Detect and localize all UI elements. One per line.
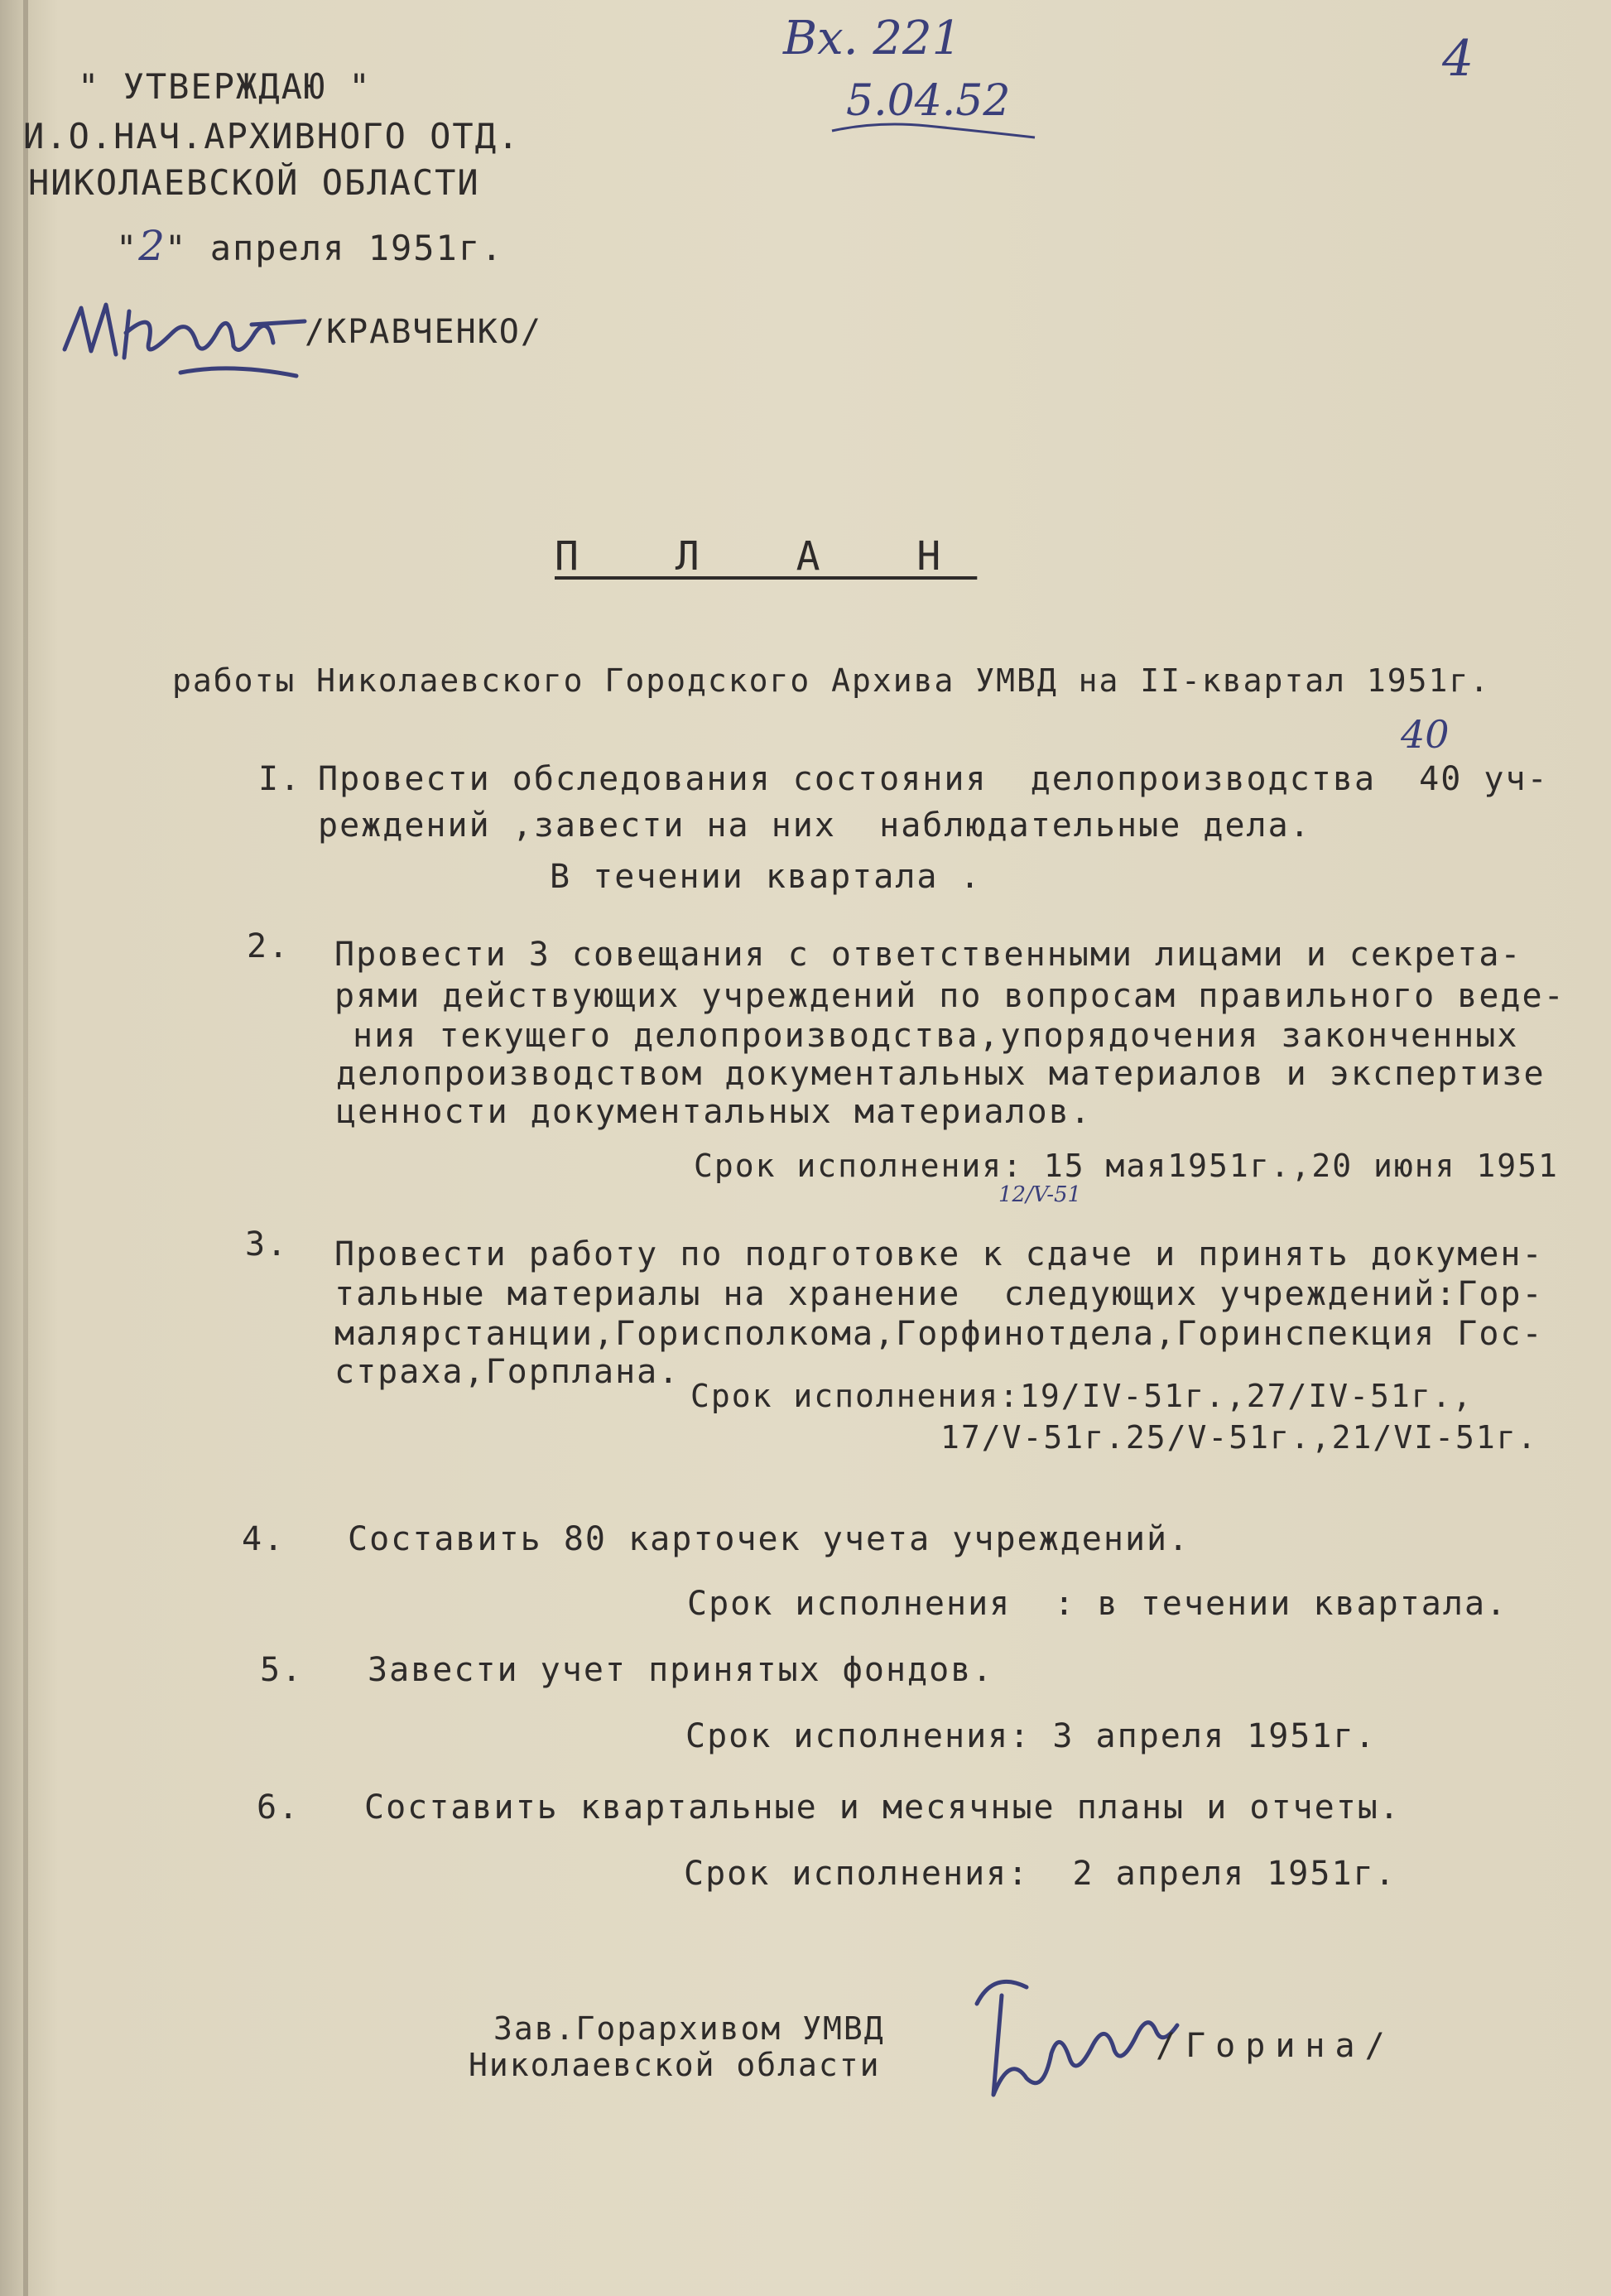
approval-date-rest: апреля 1951г. (209, 228, 504, 268)
item-3-deadline: Срок исполнения:19/IV-51г.,27/IV-51г., (690, 1378, 1474, 1414)
item-2-deadline: Срок исполнения: 15 мая1951г.,20 июня 1951 (694, 1148, 1559, 1184)
page-number: 4 (1442, 30, 1474, 88)
footer-position-line-1: Зав.Горархивом УМВД (493, 2010, 885, 2047)
item-3-line-4: страха,Горплана. (334, 1353, 680, 1391)
approval-date: "2" апреля 1951г. (116, 222, 504, 270)
item-2-line-3: ния текущего делопроизводства,упорядочения законченных (353, 1017, 1519, 1055)
registration-date: 5.04.52 (846, 76, 1011, 126)
item-2-number: 2. (247, 927, 291, 965)
item-3-line-1: Провести работу по подготовке к сдаче и принять докумен- (334, 1235, 1544, 1273)
approval-signer: /КРАВЧЕНКО/ (305, 313, 542, 351)
document-title: П Л А Н (555, 533, 978, 580)
item-3-line-3: малярстанции,Горисполкома,Горфинотдела,Горинспекция Гос- (334, 1315, 1544, 1353)
footer-name: /Горина/ (1156, 2027, 1395, 2065)
approval-position-line1: И.О.НАЧ.АРХИВНОГО ОТД. (23, 116, 521, 156)
binding-edge (23, 0, 28, 2296)
item-1-number: I. (258, 760, 302, 798)
item-6-number: 6. (257, 1788, 301, 1827)
item-5-deadline: Срок исполнения: 3 апреля 1951г. (685, 1717, 1377, 1755)
item-4-number: 4. (242, 1520, 286, 1558)
item-2-line-4: делопроизводством документальных материалов и экспертизе (336, 1055, 1546, 1093)
item-1-handwritten-note: 40 (1401, 712, 1450, 757)
item-1-line-1: Провести обследования состояния делопроизводства 40 уч- (318, 760, 1549, 798)
item-2-line-1: Провести 3 совещания с ответственными лицами и секрета- (334, 936, 1522, 974)
item-3-number: 3. (245, 1225, 289, 1264)
item-3-line-2: тальные материалы на хранение следующих учреждений:Гор- (334, 1275, 1544, 1313)
item-5-number: 5. (260, 1651, 304, 1689)
approval-heading: " УТВЕРЖДАЮ " (78, 66, 372, 107)
footer-signature (960, 1954, 1184, 2115)
item-2-handwritten-note: 12/V-51 (998, 1182, 1082, 1207)
footer-position-line-2: Николаевской области (469, 2047, 881, 2083)
registration-number: Вх. 221 (783, 12, 962, 65)
item-1-line-2: реждений ,завести на них наблюдательные дела. (318, 806, 1311, 845)
item-2-line-5: ценности документальных материалов. (336, 1093, 1092, 1131)
document-subtitle: работы Николаевского Городского Архива УМВД на II-квартал 1951г. (172, 662, 1491, 699)
item-6-deadline: Срок исполнения: 2 апреля 1951г. (684, 1855, 1397, 1893)
approval-day: 2 (138, 222, 166, 270)
item-5-line-1: Завести учет принятых фондов. (368, 1651, 994, 1689)
item-3-deadline-line-2: 17/V-51г.25/V-51г.,21/VI-51г. (940, 1419, 1538, 1456)
item-2-line-2: рями действующих учреждений по вопросам правильного веде- (334, 977, 1565, 1015)
approval-signature (56, 275, 338, 394)
item-1-deadline: В течении квартала . (550, 858, 982, 896)
item-4-deadline: Срок исполнения : в течении квартала. (687, 1585, 1508, 1623)
registration-underline (828, 88, 1043, 149)
item-4-line-1: Составить 80 карточек учета учреждений. (348, 1520, 1190, 1558)
item-6-line-1: Составить квартальные и месячные планы и отчеты. (364, 1788, 1401, 1827)
approval-position-line2: НИКОЛАЕВСКОЙ ОБЛАСТИ (28, 162, 480, 203)
